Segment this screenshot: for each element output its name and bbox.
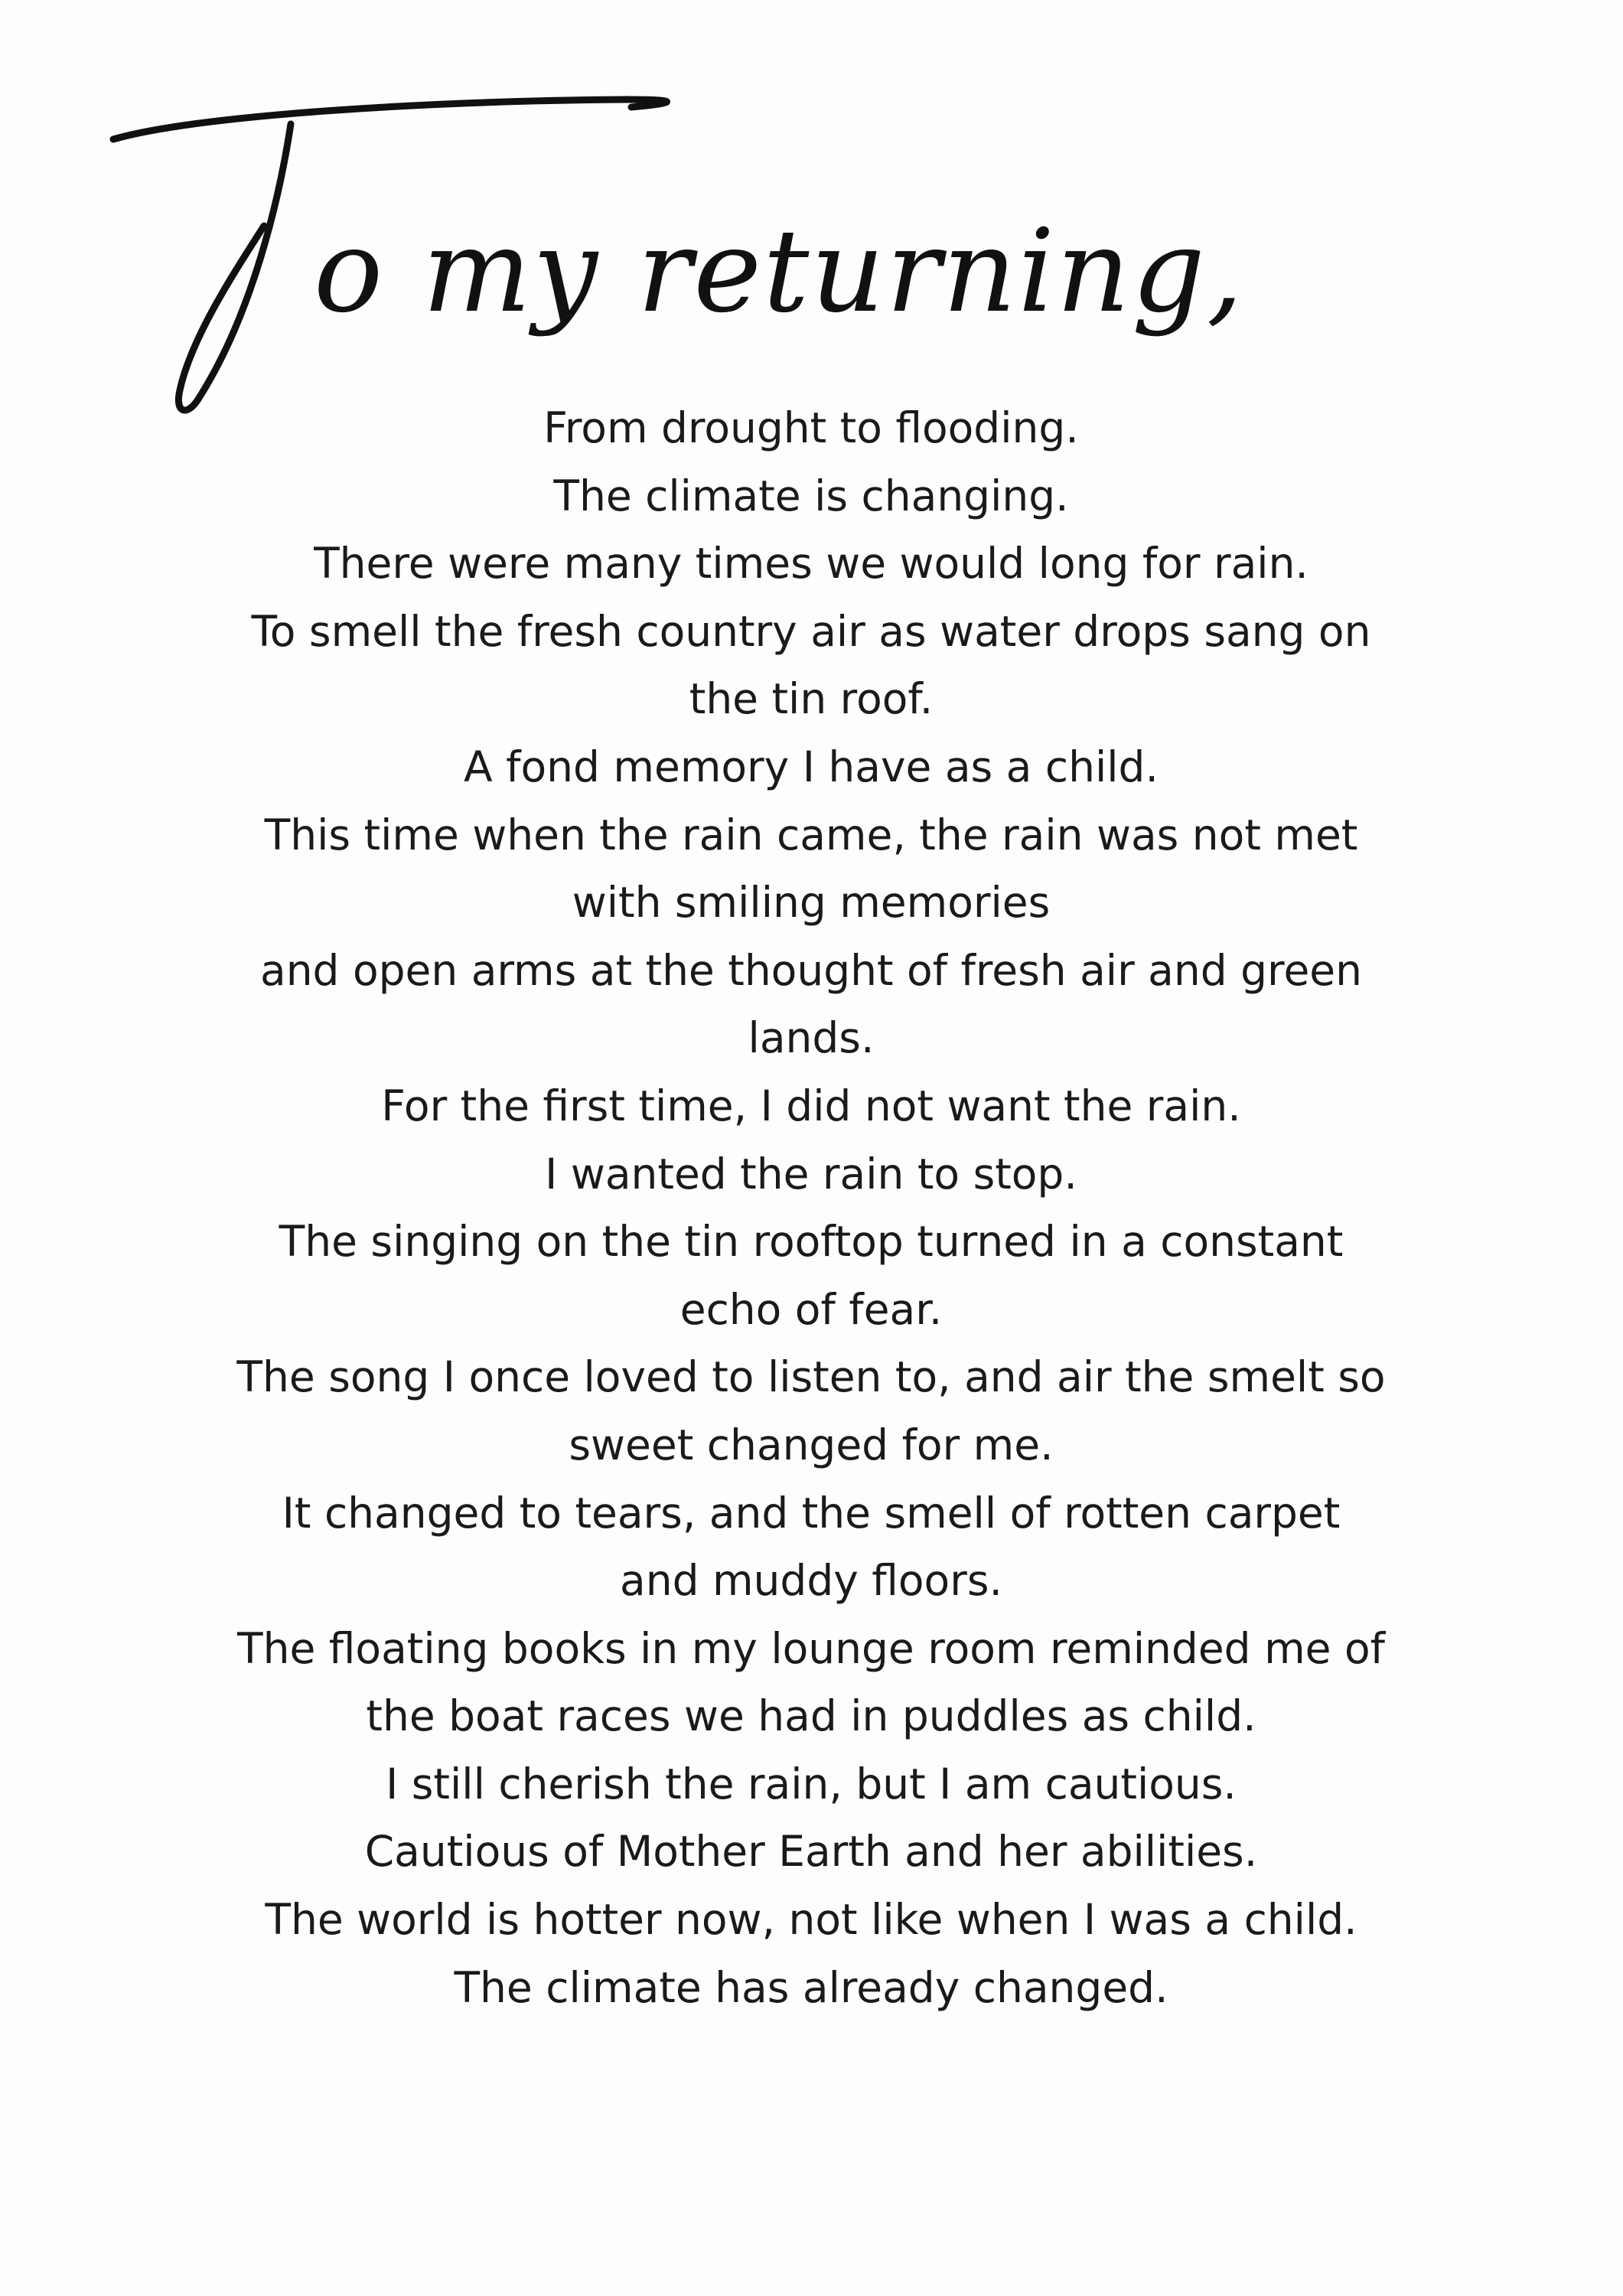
poem-line: sweet changed for me.	[569, 1420, 1054, 1469]
poem-line: To smell the fresh country air as water drops sang on	[251, 606, 1371, 656]
poem-line: This time when the rain came, the rain was not met	[264, 810, 1358, 859]
poem-line: and muddy floors.	[620, 1556, 1002, 1606]
poem-line: The singing on the tin rooftop turned in a constant	[279, 1217, 1344, 1267]
poem-line: There were many times we would long for rain.	[314, 539, 1309, 589]
poem-line: the tin roof.	[689, 674, 934, 724]
poem-line: A fond memory I have as a child.	[464, 742, 1159, 791]
poem-line: The song I once loved to listen to, and air the smelt so	[236, 1352, 1386, 1402]
poem-body	[199, 394, 1423, 2021]
poem-line: The floating books in my lounge room reminded me of	[237, 1623, 1385, 1673]
poem-line: It changed to tears, and the smell of rotten carpet	[282, 1488, 1341, 1538]
poem-line: For the first time, I did not want the rain.	[381, 1081, 1241, 1130]
poem-line: The climate is changing.	[553, 471, 1069, 520]
poem-line: Cautious of Mother Earth and her abilities.	[364, 1827, 1258, 1877]
title-script-text: o my returning,	[314, 205, 1245, 338]
poem-line: the boat races we had in puddles as child.	[366, 1691, 1256, 1741]
poem-line: From drought to flooding.	[543, 403, 1079, 452]
poem-line: The climate has already changed.	[454, 1962, 1168, 2012]
poem-line: I still cherish the rain, but I am cautious.	[386, 1759, 1237, 1808]
poem-line: lands.	[748, 1013, 875, 1063]
page-title	[107, 84, 1245, 421]
poem-line: with smiling memories	[572, 878, 1051, 928]
poem-line: I wanted the rain to stop.	[545, 1149, 1077, 1199]
poem-line: echo of fear.	[680, 1284, 943, 1334]
poem-line: and open arms at the thought of fresh air and green	[260, 945, 1362, 995]
poem-line: The world is hotter now, not like when I was a child.	[265, 1895, 1357, 1945]
